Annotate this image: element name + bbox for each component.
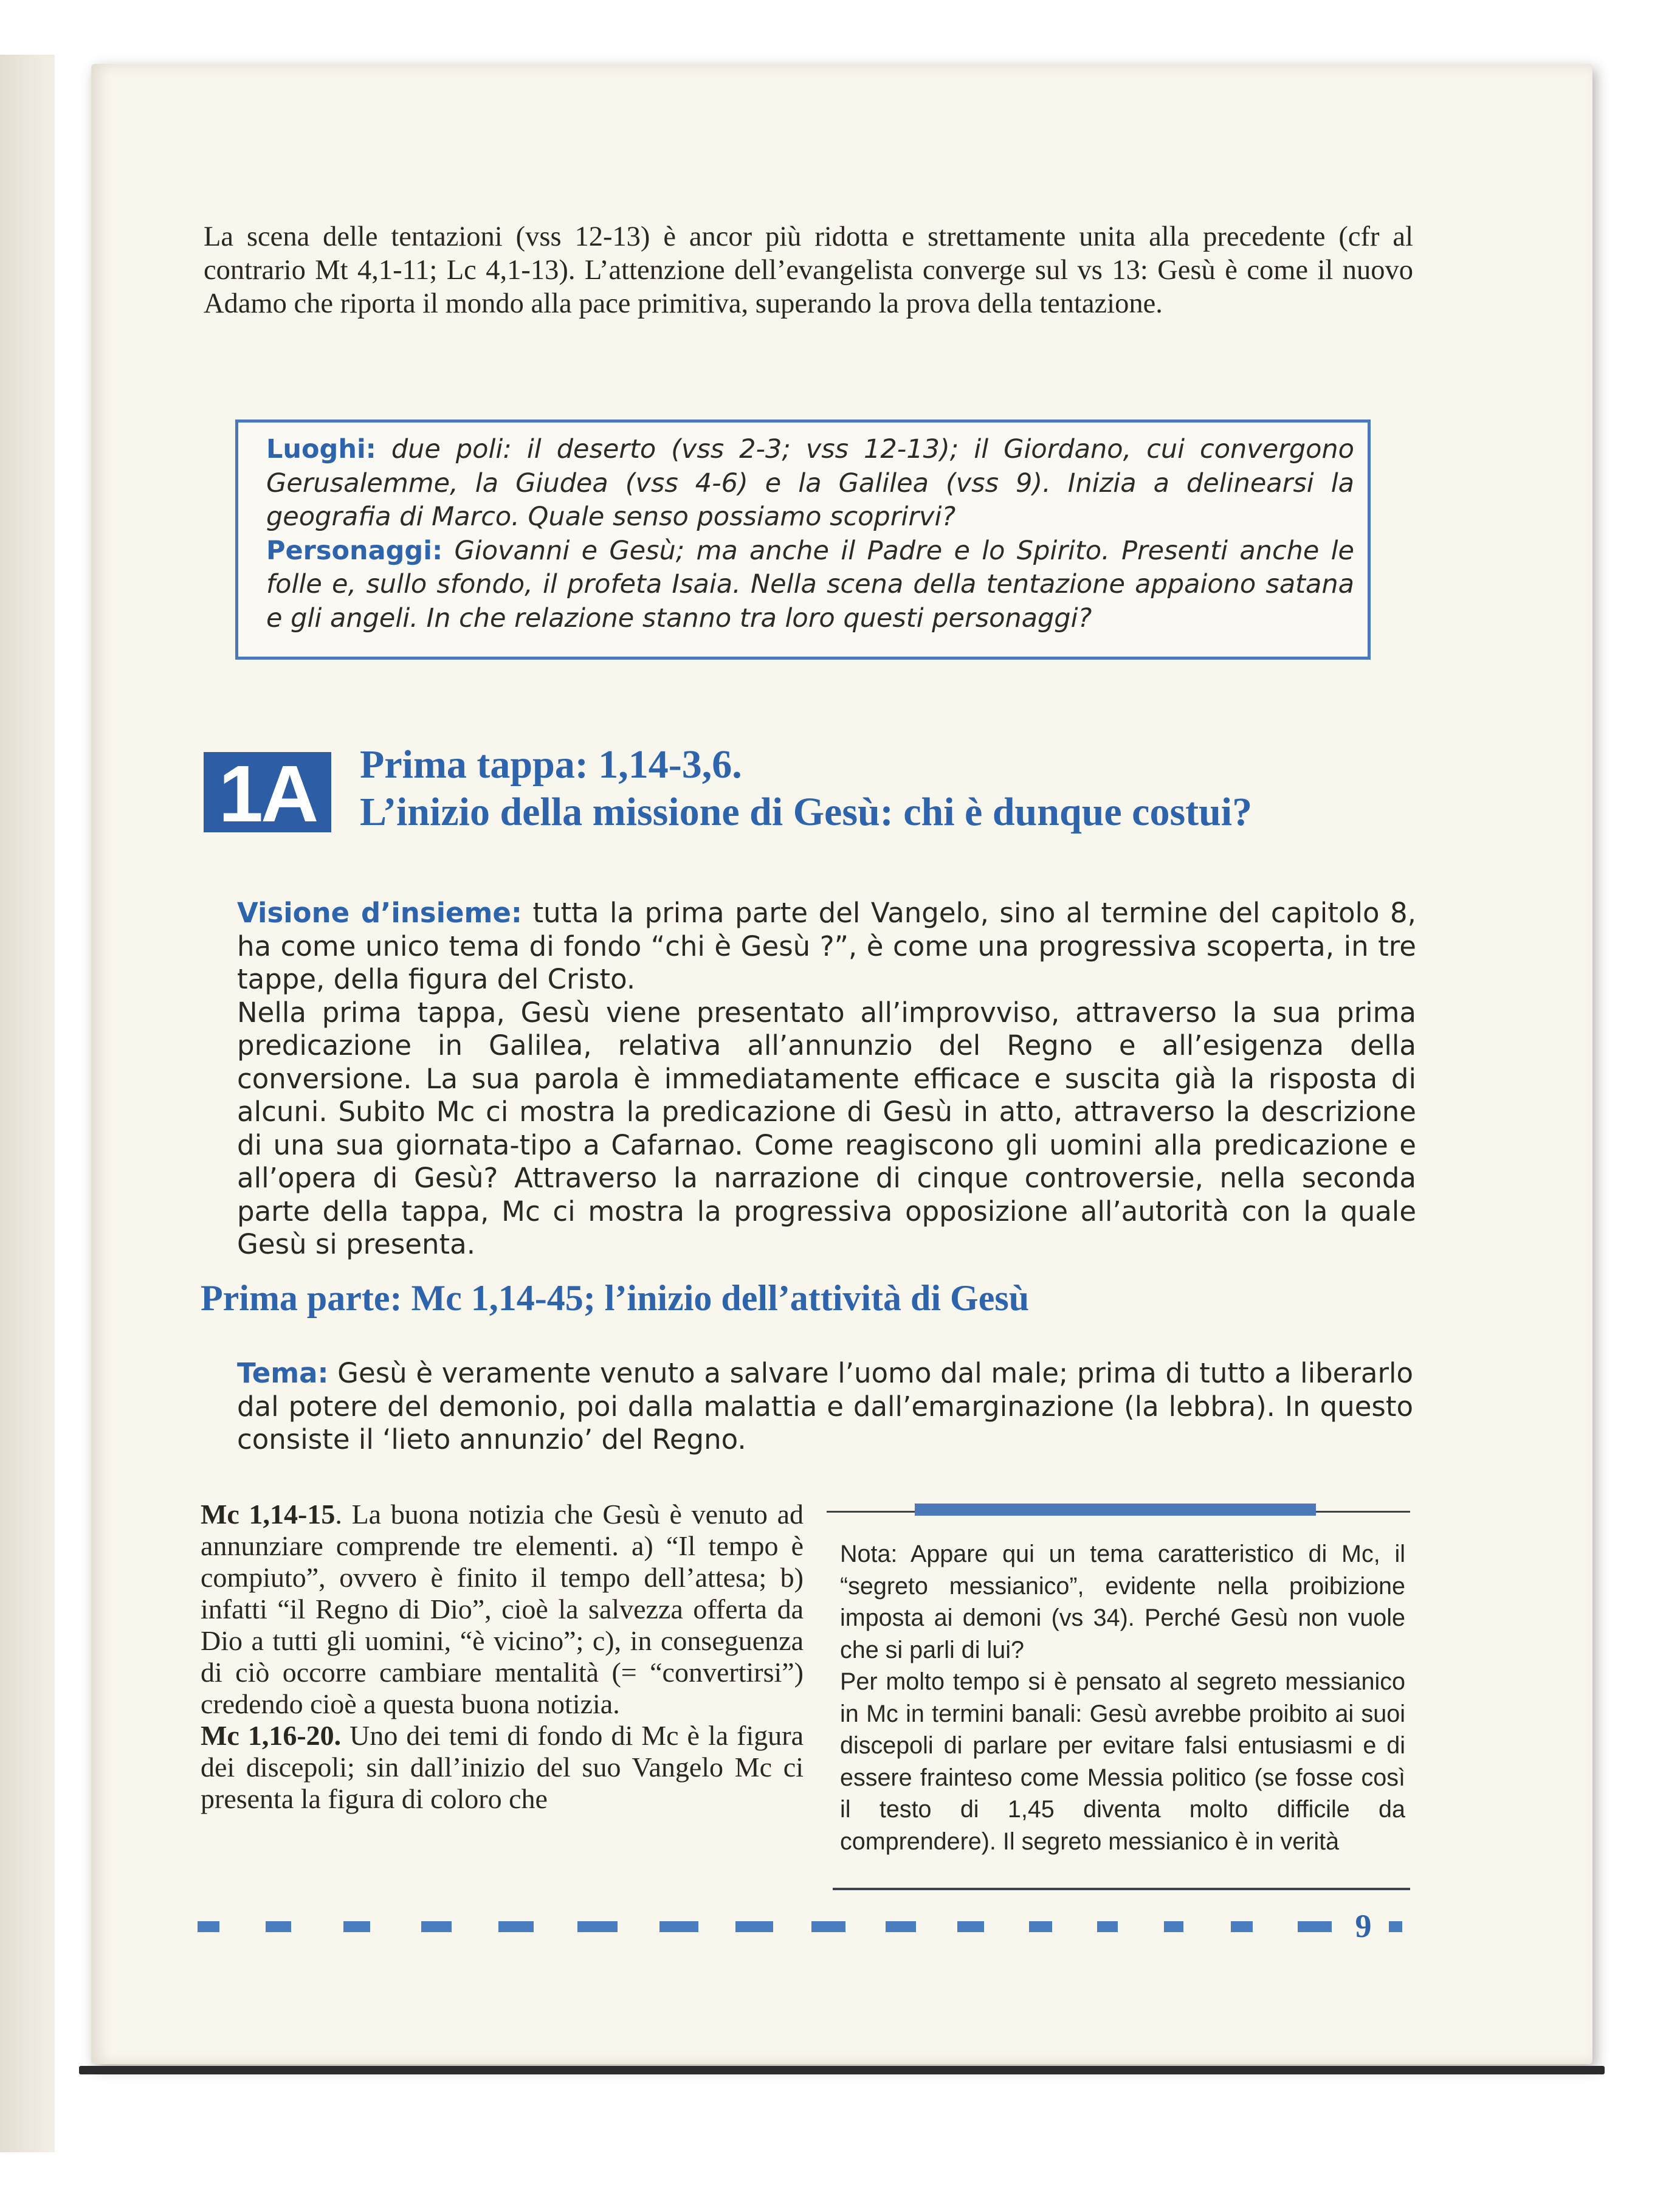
part-heading: Prima parte: Mc 1,14-45; l’inizio dell’attività di Gesù (201, 1278, 1030, 1318)
note-bottom-rule (833, 1888, 1410, 1890)
binding-shadow (0, 55, 55, 2152)
luoghi-text: due poli: il deserto (vss 2-3; vss 12-13); il Giordano, cui convergono Gerusalemme, la Giudea (vss 4-6) e la Galilea (vss 9). Inizia a delinearsi la geografia di Marco. Quale senso possiamo scoprirvi? (266, 434, 1354, 532)
tema-text: Gesù è veramente venuto a salvare l’uomo dal male; prima di tutto a liberarlo dal potere del demonio, poi dalla malattia e dall’emarginazione (la lebbra). In questo consiste il ‘lieto annunzio’ del Regno. (237, 1357, 1413, 1455)
ref-mc-1-14-15: Mc 1,14-15 (201, 1499, 336, 1530)
footer-dashed-rule (198, 1921, 1413, 1932)
personaggi-text: Giovanni e Gesù; ma anche il Padre e lo Spirito. Presenti anche le folle e, sullo sfondo, il profeta Isaia. Nella scena della tentazione appaiono satana e gli angeli. In che relazione stanno tra loro questi personaggi? (266, 535, 1354, 634)
visione-text-2: Nella prima tappa, Gesù viene presentato all’improvviso, attraverso la sua prima predicazione in Galilea, relativa all’annunzio del Regno e all’esigenza della conversione. La sua parola è immediatamente efficace e suscita già la risposta di alcuni. Subito Mc ci mostra la predicazione di Gesù in atto, attraverso la descrizione di una sua giornata-tipo a Cafarnao. Come reagiscono gli uomini alla predicazione e all’opera di Gesù? Attraverso la narrazione di cinque controversie, nella seconda parte della tappa, Mc ci mostra la progressiva opposizione all’autorità con la quale Gesù si presenta. (237, 996, 1416, 1260)
note-paragraph-2: Per molto tempo si è pensato al segreto messianico in Mc in termini banali: Gesù avrebbe proibito ai suoi discepoli di parlare per evitare falsi entusiasmi e di essere frainteso come Messia politico (se fosse così il testo di 1,45 diventa molto difficile da comprendere). Il segreto messianico è in verità (840, 1668, 1405, 1855)
visione-block (237, 897, 1416, 1262)
tema-label: Tema: (237, 1357, 329, 1389)
note-accent-bar (915, 1504, 1316, 1516)
section-badge (204, 749, 331, 838)
page-number: 9 (1355, 1908, 1372, 1944)
tema-block (237, 1357, 1413, 1457)
section-title-line2: L’inizio della missione di Gesù: chi è dunque costui? (360, 790, 1253, 834)
intro-paragraph: La scena delle tentazioni (vss 12-13) è ancor più ridotta e strettamente unita alla precedente (cfr al contrario Mt 4,1-11; Lc 4,1-13). L’attenzione dell’evangelista converge sul vs 13: Gesù è come il nuovo Adamo che riporta il mondo alla pace primitiva, superando la prova della tentazione. (204, 221, 1413, 319)
personaggi-label: Personaggi: (266, 535, 443, 566)
section-title-line1: Prima tappa: 1,14-3,6. (360, 742, 742, 787)
ref-mc-1-16-20: Mc 1,16-20. (201, 1720, 342, 1751)
info-box-text (266, 433, 1354, 635)
note-box (840, 1538, 1405, 1857)
visione-label: Visione d’insieme: (237, 897, 522, 929)
page-bottom-edge (79, 2066, 1605, 2074)
left-column (201, 1499, 804, 1815)
note-paragraph-1: Nota: Appare qui un tema caratteristico di Mc, il “segreto messianico”, evidente nella proibizione imposta ai demoni (vs 34). Perché Gesù non vuole che si parli di lui? (840, 1541, 1405, 1663)
section-badge-label: 1A (218, 749, 317, 838)
left-text-2: Uno dei temi di fondo di Mc è la figura dei discepoli; sin dall’inizio del suo Vangelo Mc ci presenta la figura di coloro che (201, 1720, 804, 1814)
visione-text-1: tutta la prima parte del Vangelo, sino al termine del capitolo 8, ha come unico tema di fondo “chi è Gesù ?”, è come una progressiva scoperta, in tre tappe, della figura del Cristo. (237, 897, 1416, 995)
luoghi-label: Luoghi: (266, 434, 376, 464)
footer-end-mark (1389, 1921, 1402, 1932)
left-text-1: . La buona notizia che Gesù è venuto ad annunziare comprende tre elementi. a) “Il tempo è compiuto”, ovvero è finito il tempo dell’attesa; b) infatti “il Regno di Dio”, cioè la salvezza offerta da Dio a tutti gli uomini, “è vicino”; c), in conseguenza di ciò occorre cambiare mentalità (= “convertirsi”) credendo cioè a questa buona notizia. (201, 1499, 804, 1719)
